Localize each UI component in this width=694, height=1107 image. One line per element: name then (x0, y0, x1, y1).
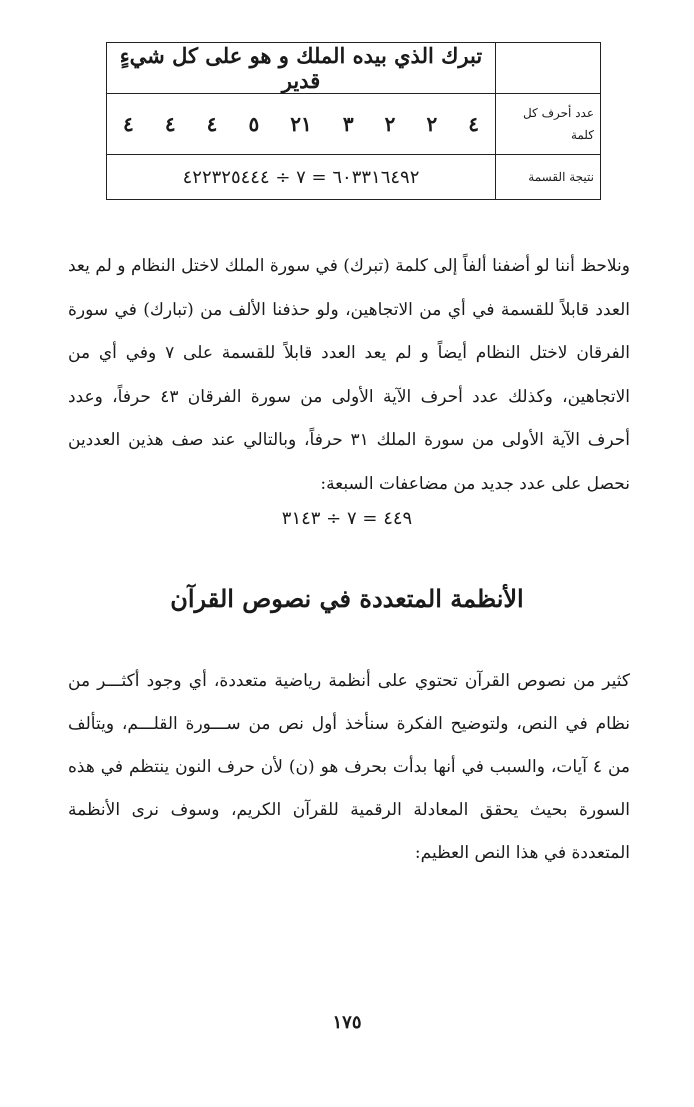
body-paragraph-2: كثير من نصوص القرآن تحتوي على أنظمة رياضية متعددة، أي وجود أكثـــر من نظام في النص، ولتوضيح الفكرة سنأخذ أول نص من ســـورة القلـــم، ويتألف من ٤ آيات، والسبب في أنها بدأت بحرف هو (ن) لأن حرف النون ينتظم في هذه السورة بحيث يحقق المعادلة الرقمية للقرآن الكريم، وسوف نرى الأنظمة المتعددة في هذا النص العظيم: (68, 671, 631, 863)
section-heading: الأنظمة المتعددة في نصوص القرآن (170, 584, 524, 613)
page-number: ١٧٥ (332, 1012, 362, 1033)
counts-label: عدد أحرف كل كلمة (496, 94, 601, 155)
table-row (107, 43, 601, 94)
table-row (107, 155, 601, 200)
count-value: ٤ (164, 112, 176, 136)
result-label: نتيجة القسمة (496, 155, 601, 200)
count-value: ٤ (468, 112, 479, 136)
table-row (107, 94, 601, 155)
verse-text-cell: تبرك الذي بيده الملك و هو على كل شيءٍ قدير (107, 43, 496, 94)
count-value: ٢ (426, 112, 438, 136)
count-value: ٢١ (290, 112, 312, 136)
empty-label-cell (496, 43, 601, 94)
count-value: ٢ (384, 112, 396, 136)
count-value: ٣ (342, 112, 354, 136)
count-value: ٥ (248, 112, 260, 136)
count-value: ٤ (206, 112, 218, 136)
counts-cell (107, 94, 496, 155)
count-value: ٤ (123, 112, 134, 136)
result-equation: ٦٠٣٣١٦٤٩٢ = ٧ ÷ ٤٢٢٣٢٥٤٤٤ (107, 155, 496, 200)
body-paragraph-1: ونلاحظ أننا لو أضفنا ألفاً إلى كلمة (تبرك) في سورة الملك لاختل النظام و لم يعد العدد قابلاً للقسمة في أي من الاتجاهين، ولو حذفنا الألف من (تبارك) في سورة الفرقان لاختل النظام أيضاً و لم يعد العدد قابلاً للقسمة على ٧ وفي أي من الاتجاهين، وكذلك عدد أحرف الآية الأولى من سورة الفرقان ٤٣ حرفاً، وعدد أحرف الآية الأولى من سورة الملك ٣١ حرفاً، وبالتالي عند صف هذين العددين نحصل على عدد جديد من مضاعفات السبعة: (68, 256, 631, 494)
letter-counts (113, 112, 489, 136)
division-equation: ٤٤٩ = ٧ ÷ ٣١٤٣ (281, 508, 413, 529)
letter-count-table (106, 42, 601, 200)
